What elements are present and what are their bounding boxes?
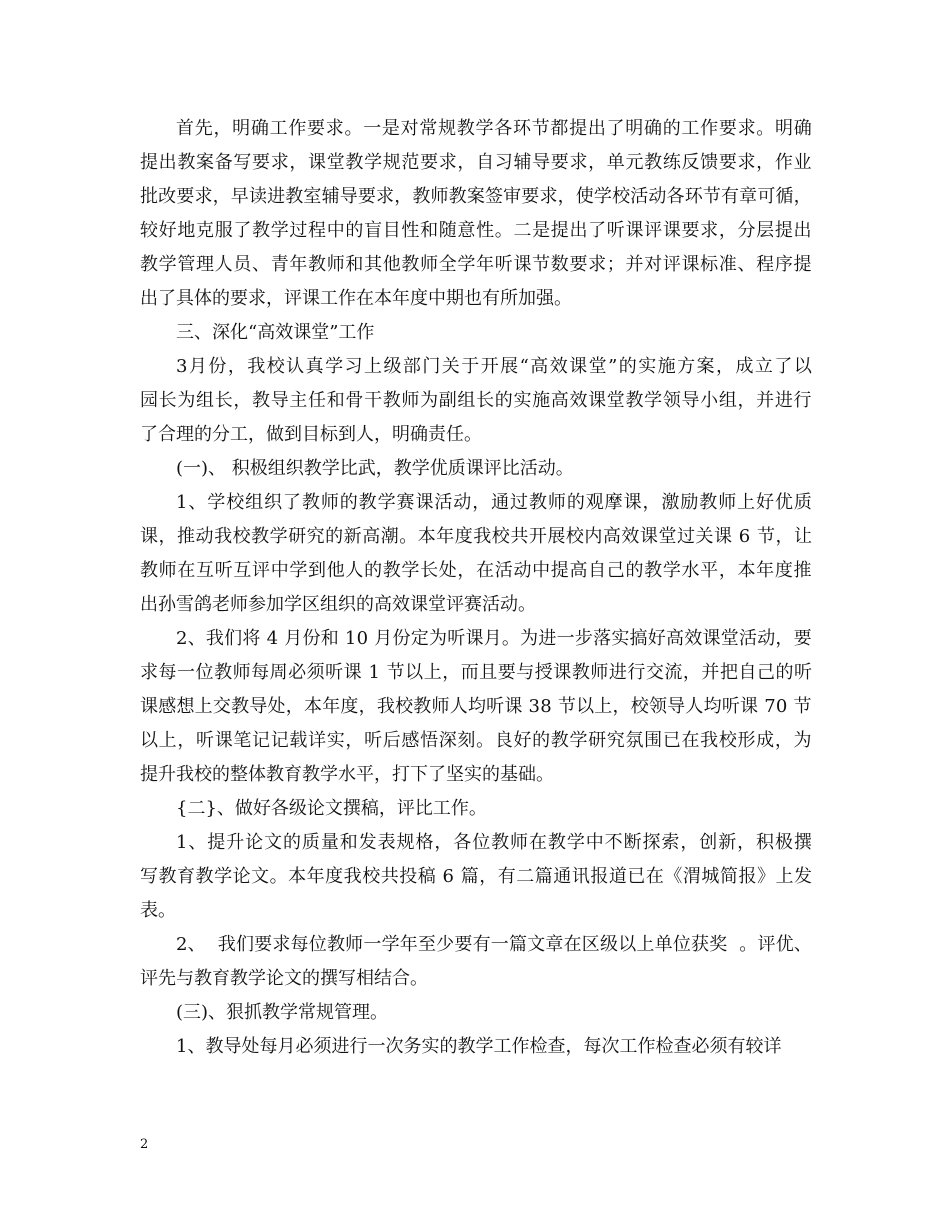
para-requirements <box>140 112 812 316</box>
text-line: 提升我校的整体教育教学水平，打下了坚实的基础。 <box>140 764 554 785</box>
text-line: 1、教导处每月必须进行一次务实的教学工作检查，每次工作检查必须有较详 <box>176 1036 782 1057</box>
para-sub-2-item-1 <box>140 826 812 928</box>
page-number: 2 <box>140 1137 149 1152</box>
text-line: (一)、 积极组织教学比武，教学优质课评比活动。 <box>176 458 574 479</box>
text-line: 以 上 ， 听 课 笔 记 记 载 详 实 ， 听 后 感 悟 深 刻 。 良 好 的 教 学 研 究 氛 围 已 在 我 校 形 成 ， 为 <box>140 730 812 751</box>
para-sub-1-item-1 <box>140 486 812 622</box>
document-body <box>140 112 812 1064</box>
text-line: 1 、 提 升 论 文 的 质 量 和 发 表 规 格 ， 各 位 教 师 在 教 学 中 不 断 探 索 ， 创 新 ， 积 极 撰 <box>176 832 812 853</box>
text-line: 求 每 一 位 教 师 每 周 必 须 听 课 1 节 以 上 ， 而 且 要 与 授 课 教 师 进 行 交 流 ， 并 把 自 己 的 听 <box>140 662 812 683</box>
text-line: 出孙雪鸽老师参加学区组织的高效课堂评赛活动。 <box>140 594 536 615</box>
text-line: 了合理的分工，做到目标到人，明确责任。 <box>140 424 482 445</box>
text-line: 三、深化“高效课堂”工作 <box>176 322 375 343</box>
text-line: 园 长 为 组 长 ， 教 导 主 任 和 骨 干 教 师 为 副 组 长 的 实 施 高 效 课 堂 教 学 领 导 小 组 ， 并 进 行 <box>140 390 812 411</box>
text-line: 教 学 管 理 人 员 、 青 年 教 师 和 其 他 教 师 全 学 年 听 课 节 数 要 求 ； 并 对 评 课 标 准 、 程 序 提 <box>140 254 812 275</box>
para-sub-3-item-1 <box>140 1030 812 1064</box>
text-line: 课 感 想 上 交 教 导 处 ， 本 年 度 ， 我 校 教 师 人 均 听 课 3 8 节 以 上 ， 校 领 导 人 均 听 课 7 0 节 <box>140 696 812 717</box>
text-line: 提 出 教 案 备 写 要 求 ， 课 堂 教 学 规 范 要 求 ， 自 习 辅 导 要 求 ， 单 元 教 练 反 馈 要 求 ， 作 业 <box>140 152 812 173</box>
text-line: 1 、 学 校 组 织 了 教 师 的 教 学 赛 课 活 动 ， 通 过 教 师 的 观 摩 课 ， 激 励 教 师 上 好 优 质 <box>176 492 812 513</box>
para-sub-2-item-2 <box>140 928 812 996</box>
text-line: 写 教 育 教 学 论 文 。 本 年 度 我 校 共 投 稿 6 篇 ， 有 二 篇 通 讯 报 道 已 在 《 渭 城 简 报 》 上 发 <box>140 866 812 887</box>
text-line: 教 师 在 互 听 互 评 中 学 到 他 人 的 教 学 长 处 ， 在 活 动 中 提 高 自 己 的 教 学 水 平 ， 本 年 度 推 <box>140 560 812 581</box>
heading-sub-3 <box>140 996 812 1030</box>
text-line: 2 、 我 们 要 求 每 位 教 师 一 学 年 至 少 要 有 一 篇 文 章 在 区 级 以 上 单 位 获 奖 。 评 优 、 <box>176 934 812 955</box>
text-line: 3 月 份 ， 我 校 认 真 学 习 上 级 部 门 关 于 开 展 “ 高 效 课 堂 ” 的 实 施 方 案 ， 成 立 了 以 <box>176 356 812 377</box>
heading-section-3 <box>140 316 812 350</box>
para-march <box>140 350 812 452</box>
text-line: 较 好 地 克 服 了 教 学 过 程 中 的 盲 目 性 和 随 意 性 。 二 是 提 出 了 听 课 评 课 要 求 ， 分 层 提 出 <box>140 220 812 241</box>
text-line: 2 、 我 们 将 4 月 份 和 1 0 月 份 定 为 听 课 月 。 为 进 一 步 落 实 搞 好 高 效 课 堂 活 动 ， 要 <box>176 628 812 649</box>
heading-sub-1 <box>140 452 812 486</box>
text-line: 批 改 要 求 ， 早 读 进 教 室 辅 导 要 求 ， 教 师 教 案 签 审 要 求 ， 使 学 校 活 动 各 环 节 有 章 可 循 ， <box>140 186 812 207</box>
text-line: 课 ， 推 动 我 校 教 学 研 究 的 新 高 潮 。 本 年 度 我 校 共 开 展 校 内 高 效 课 堂 过 关 课 6 节 ， 让 <box>140 526 812 547</box>
text-line: 首 先 ， 明 确 工 作 要 求 。 一 是 对 常 规 教 学 各 环 节 都 提 出 了 明 确 的 工 作 要 求 。 明 确 <box>176 118 812 139</box>
text-line: 出了具体的要求，评课工作在本年度中期也有所加强。 <box>140 288 572 309</box>
text-line: {二}、做好各级论文撰稿，评比工作。 <box>176 798 487 819</box>
text-line: 评先与教育教学论文的撰写相结合。 <box>140 968 428 989</box>
heading-sub-2 <box>140 792 812 826</box>
text-line: 表。 <box>140 900 176 921</box>
para-sub-1-item-2 <box>140 622 812 792</box>
text-line: (三)、狠抓教学常规管理。 <box>176 1002 389 1023</box>
